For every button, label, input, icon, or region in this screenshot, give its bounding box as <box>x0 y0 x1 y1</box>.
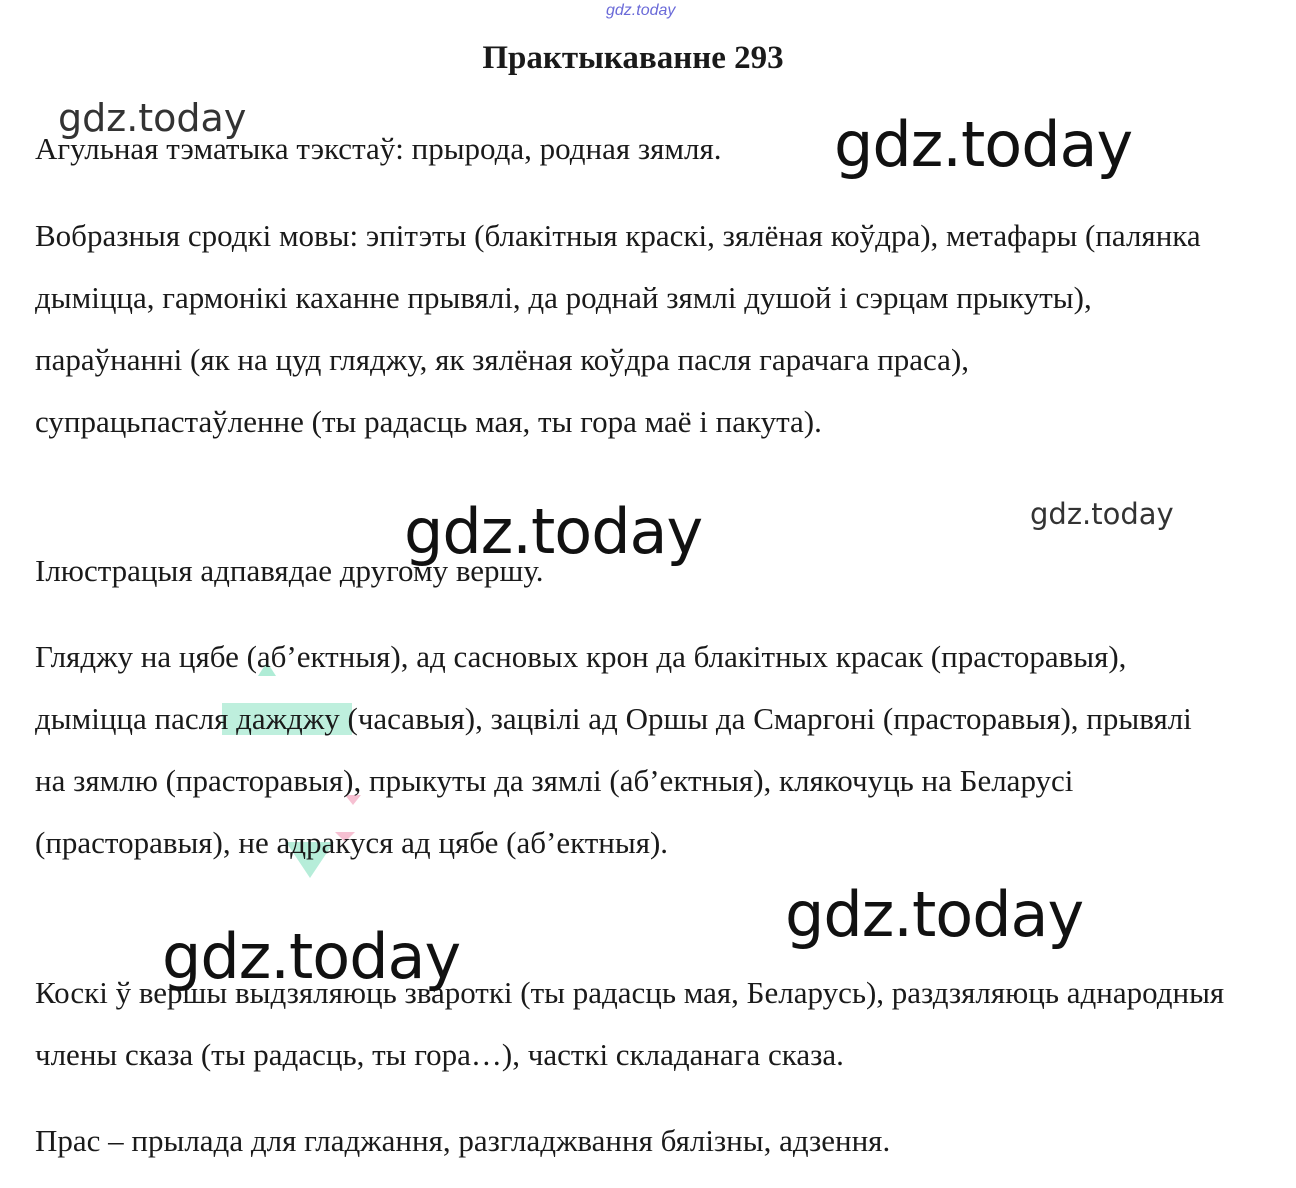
top-watermark: gdz.today <box>606 2 676 19</box>
paragraph-theme: Агульная тэматыка тэкстаў: прырода, родная зямля. <box>35 131 722 166</box>
paragraph-figurative-means: Вобразныя сродкі мовы: эпітэты (блакітныя краскі, зялёная коўдра), метафары (палянка дыміцца, гармонікі каханне прывялі, да роднай зямлі душой і сэрцам прыкуты), параўнанні (як на цуд гляджу, як зялёная коўдра пасля гарачага праса), супрацьпастаўленне (ты радасць мая, ты гора маё і пакута). <box>35 218 1201 439</box>
page-title: Практыкаванне 293 <box>482 40 784 76</box>
watermark: gdz.today <box>162 920 461 993</box>
paragraph-iron-definition: Прас – прылада для гладжання, разгладжвання бялізны, адзення. <box>35 1123 891 1158</box>
paragraph-adverbials: Гляджу на цябе (аб’ектныя), ад сасновых крон да блакітных красак (прасторавыя), дыміцца пасля дажджу (часавыя), зацвілі ад Оршы да Смаргоні (прасторавыя), прывялі на зямлю (прасторавыя), прыкуты да зямлі (аб’ектныя), клякочуць на Беларусі (прасторавыя), не адракуся ад цябе (аб’ектныя). <box>35 639 1192 860</box>
paragraph-commas: Коскі ў вершы выдзяляюць звароткі (ты радасць мая, Беларусь), раздзяляюць аднародныя члены сказа (ты радасць, ты гора…), часткі складанага сказа. <box>35 975 1225 1072</box>
paragraph-illustration: Ілюстрацыя адпавядае другому вершу. <box>35 553 544 588</box>
watermark: gdz.today <box>785 878 1084 951</box>
watermark: gdz.today <box>58 96 247 140</box>
watermark: gdz.today <box>1030 497 1174 531</box>
watermark: gdz.today <box>404 495 703 568</box>
watermark: gdz.today <box>834 108 1133 181</box>
